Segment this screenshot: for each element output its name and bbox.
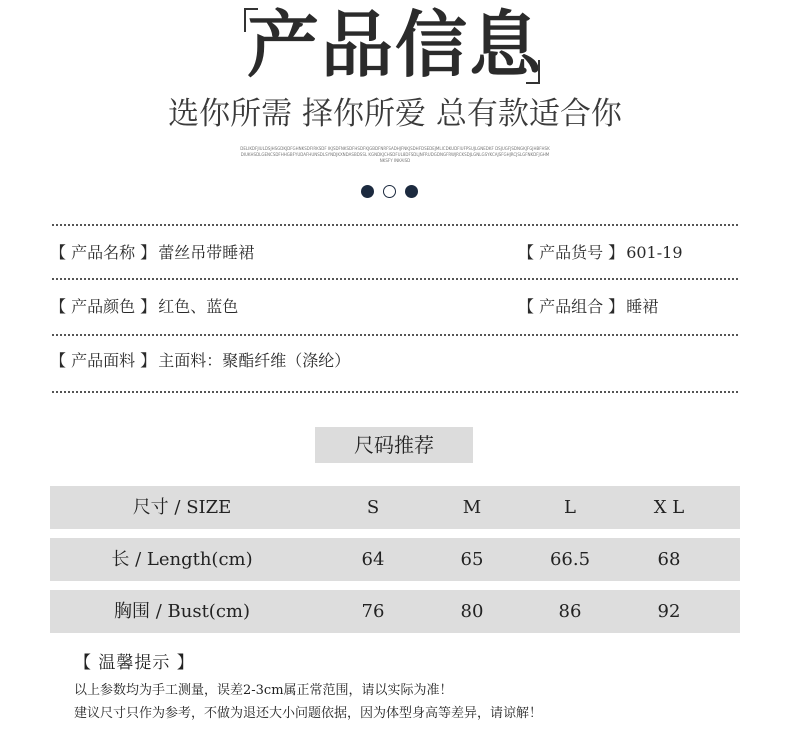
product-color-label: 【 产品颜色 】 [50,297,157,316]
size-cell: 86 [558,601,582,622]
size-header-cell: 尺寸 / SIZE [132,497,232,518]
indicator-dot-1 [361,185,374,198]
size-header-cell: M [462,497,482,518]
product-combo-row [518,295,658,319]
page-title: 产品信息 [246,3,543,87]
product-fabric-value: 主面料：聚酯纤维（涤纶） [158,351,351,370]
size-row-label: 长 / Length(cm) [111,549,253,570]
divider [52,224,738,226]
divider [52,278,738,280]
size-cell: 92 [657,601,681,622]
carousel-indicator [361,185,418,199]
product-item-no-label: 【 产品货号 】 [518,243,625,262]
size-table-row-bust [50,590,740,633]
size-cell: 76 [361,601,385,622]
notice-line: 建议尺寸只作为参考，不做为退还大小问题依据，因为体型身高等差异，请谅解！ [74,706,543,721]
size-cell: 68 [657,549,681,570]
size-table-row-length [50,538,740,581]
size-cell: 64 [361,549,385,570]
size-row-label: 胸围 / Bust(cm) [114,601,250,622]
page-subtitle: 选你所需 择你所爱 总有款适合你 [168,96,622,132]
product-combo-label: 【 产品组合 】 [518,297,625,316]
product-combo-value: 睡裙 [626,297,659,316]
product-item-no-row [518,241,683,265]
product-item-no-value: 601-19 [626,243,683,262]
decorative-fine-print: DELIKDFJIULDSJHSGDKJDFGHNKSDFIRKSDF IKJSDFNKSDFHSDFKJGBDFNRFSADHJFNKJSDHFDSEDEJMLICDKUDFIUFPSUJLGNEDKF DSJUGFJSDNGKJFGJHBFHSKDIUKHSDLGENCSDFHHGBFYUDAFHUNSDLSYNDJKXNDASBDSSL KGNDKJCHSDFUL8DFSDLJNFRUDGDNGFRWJRCKSDJLGNLGSYKCAJSFGHJRCJSLGFNKDFJGHMNKSFY INKAISD [240,146,550,163]
notice-title: 【 温馨提示 】 [74,653,195,673]
indicator-dot-2 [383,185,396,198]
size-cell: 66.5 [549,549,591,570]
size-header-cell: X L [653,497,685,518]
size-header-cell: S [366,497,380,518]
divider [52,334,738,336]
title-corner-bracket-right [526,60,540,84]
indicator-dot-3 [405,185,418,198]
product-fabric-row [50,349,350,373]
product-name-row [50,241,254,265]
notice-line: 以上参数均为手工测量，误差2-3cm属正常范围，请以实际为准！ [74,683,453,698]
size-cell: 65 [460,549,484,570]
product-color-row [50,295,238,319]
size-cell: 80 [460,601,484,622]
product-fabric-label: 【 产品面料 】 [50,351,157,370]
size-section-title: 尺码推荐 [315,427,473,463]
divider [52,391,738,393]
product-color-value: 红色、蓝色 [158,297,239,316]
product-name-value: 蕾丝吊带睡裙 [158,243,255,262]
size-table-header [50,486,740,529]
size-header-cell: L [564,497,576,518]
product-name-label: 【 产品名称 】 [50,243,157,262]
